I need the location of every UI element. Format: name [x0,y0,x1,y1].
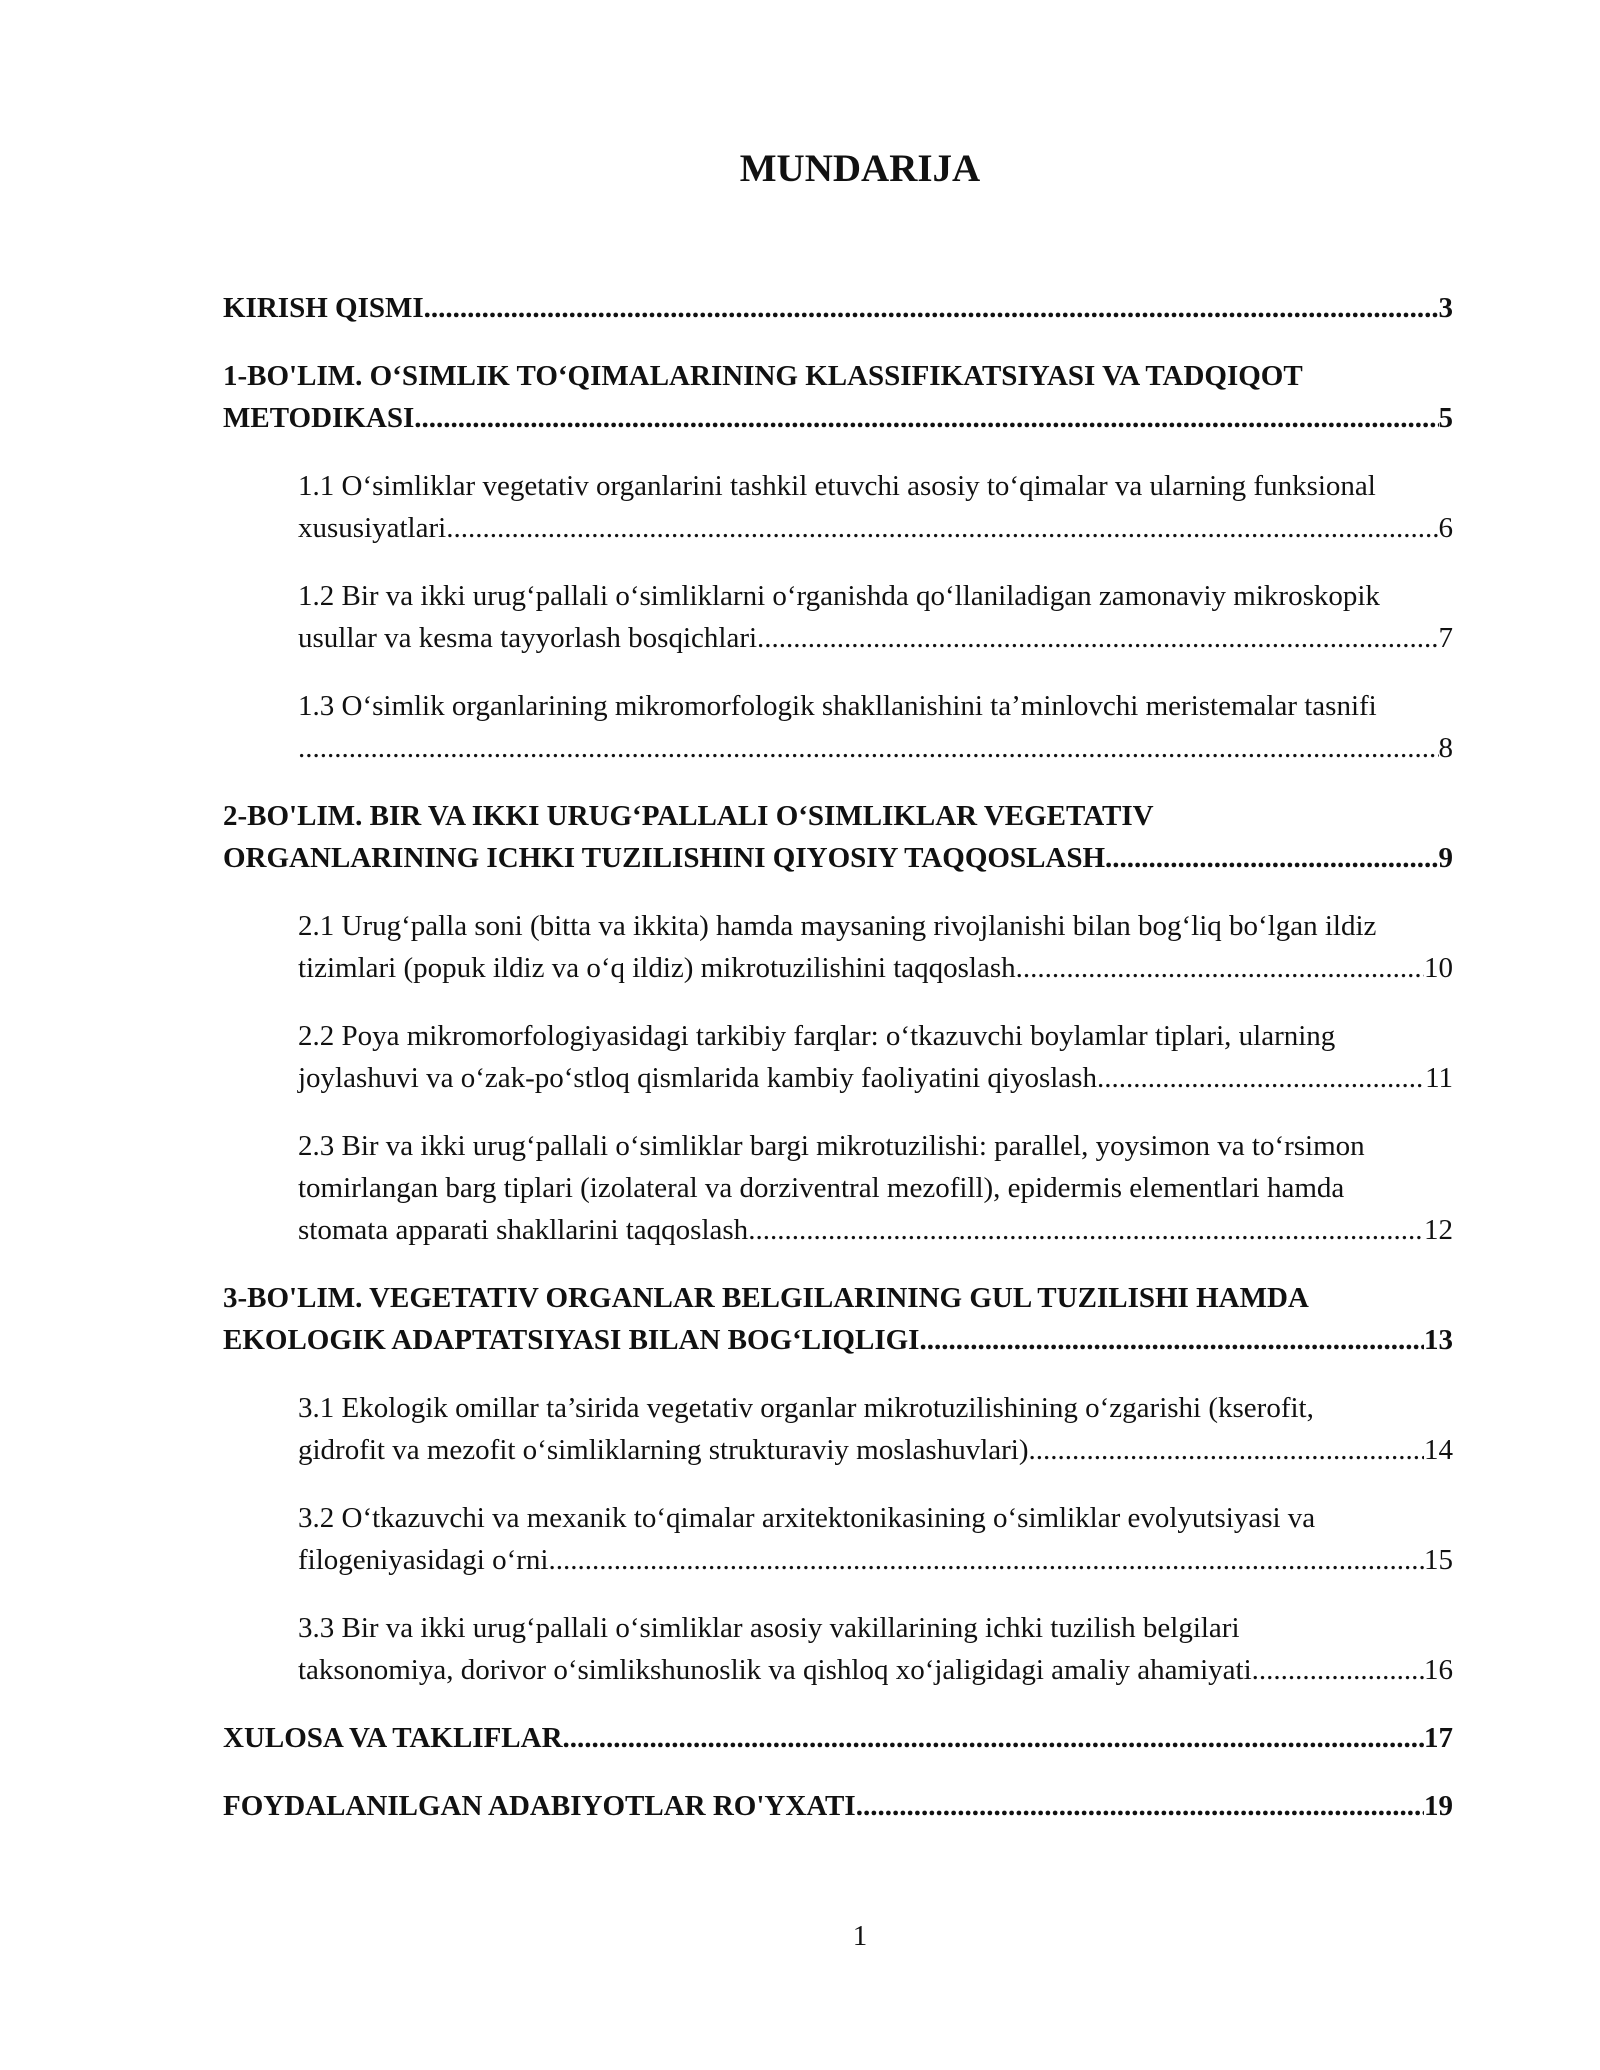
toc-entry-line: 2.3 Bir va ikki urug‘pallali o‘simliklar bargi mikrotuzilishi: parallel, yoysimon va to‘rsimon [298,1130,1365,1162]
toc-section-entry[interactable] [298,1125,1453,1251]
toc-entry-title: filogeniyasidagi o‘rni [298,1544,549,1576]
toc-entry-leader-line [298,1209,1453,1251]
toc-entry-line: tomirlangan barg tiplari (izolateral va dorziventral mezofill), epidermis elementlari hamda [298,1172,1345,1204]
toc-entry-leader-line [298,1649,1453,1691]
toc-chapter-entry[interactable] [223,1785,1453,1827]
dot-leader [1252,1649,1424,1691]
toc-page-number: 8 [1438,732,1453,764]
toc-entry-leader-line [298,947,1453,989]
dot-leader [563,1717,1424,1759]
toc-entry-line: 2.2 Poya mikromorfologiyasidagi tarkibiy farqlar: o‘tkazuvchi boylamlar tiplari, ularning [298,1020,1336,1052]
toc-entry-line: 1-BO'LIM. O‘SIMLIK TO‘QIMALARINING KLASSIFIKATSIYASI VA TADQIQOT [223,360,1303,392]
dot-leader [298,727,1439,769]
toc-entry-title: EKOLOGIK ADAPTATSIYASI BILAN BOG‘LIQLIGI [223,1324,920,1356]
toc-page-number: 7 [1438,622,1453,654]
toc-entry-title: stomata apparati shakllarini taqqoslash [298,1214,749,1246]
dot-leader [1105,837,1438,879]
dot-leader [446,507,1438,549]
dot-leader [1097,1057,1425,1099]
toc-page-number: 15 [1424,1544,1453,1576]
toc-entry-leader-line [223,287,1453,329]
toc-entry-line: 3-BO'LIM. VEGETATIV ORGANLAR BELGILARINING GUL TUZILISHI HAMDA [223,1282,1309,1314]
toc-entry-leader-line [298,1539,1453,1581]
dot-leader [414,397,1438,439]
toc-entry-line: 1.2 Bir va ikki urug‘pallali o‘simliklarni o‘rganishda qo‘llaniladigan zamonaviy mikroskopik [298,580,1380,612]
toc-page-number: 11 [1425,1062,1453,1094]
toc-section-entry[interactable] [298,575,1453,659]
toc-entry-leader-line [223,397,1453,439]
toc-page-number: 16 [1424,1654,1453,1686]
toc-entry-title: ORGANLARINING ICHKI TUZILISHINI QIYOSIY TAQQOSLASH [223,842,1106,874]
toc-page-number: 9 [1438,842,1453,874]
toc-chapter-entry[interactable] [223,795,1453,879]
toc-page-number: 17 [1424,1722,1453,1754]
toc-page-number: 14 [1424,1434,1453,1466]
toc-entry-leader-line [298,1429,1453,1471]
toc-entry-title: joylashuvi va o‘zak-po‘stloq qismlarida kambiy faoliyatini qiyoslash [298,1062,1097,1094]
toc-entry-line: 2-BO'LIM. BIR VA IKKI URUG‘PALLALI O‘SIMLIKLAR VEGETATIV [223,800,1154,832]
toc-page-number: 3 [1438,292,1453,324]
toc-section-entry[interactable] [298,1387,1453,1471]
dot-leader [424,287,1439,329]
page-title: MUNDARIJA [739,147,981,190]
toc-section-entry[interactable] [298,1607,1453,1691]
toc-chapter-entry[interactable] [223,355,1453,439]
toc-chapter-entry[interactable] [223,1717,1453,1759]
toc-entry-line: 1.3 O‘simlik organlarining mikromorfologik shakllanishini ta’minlovchi meristemalar tasnifi [298,690,1377,722]
toc-entry-title: XULOSA VA TAKLIFLAR [223,1722,563,1754]
toc-page-number: 19 [1424,1790,1453,1822]
table-of-contents [223,287,1453,1827]
toc-entry-leader-line [223,1717,1453,1759]
toc-entry-leader-line [298,727,1453,769]
toc-section-entry[interactable] [298,685,1453,769]
toc-entry-line: 2.1 Urug‘palla soni (bitta va ikkita) hamda maysaning rivojlanishi bilan bog‘liq bo‘lgan ildiz [298,910,1377,942]
dot-leader [919,1319,1424,1361]
toc-page-number: 6 [1438,512,1453,544]
toc-entry-leader-line [298,507,1453,549]
toc-chapter-entry[interactable] [223,1277,1453,1361]
toc-entry-line: 3.1 Ekologik omillar ta’sirida vegetativ organlar mikrotuzilishining o‘zgarishi (kserofit, [298,1392,1314,1424]
toc-section-entry[interactable] [298,905,1453,989]
toc-entry-line: 3.2 O‘tkazuvchi va mexanik to‘qimalar arxitektonikasining o‘simliklar evolyutsiyasi va [298,1502,1316,1534]
dot-leader [757,617,1438,659]
toc-entry-title: KIRISH QISMI [223,292,424,324]
dot-leader [856,1785,1424,1827]
toc-chapter-entry[interactable] [223,287,1453,329]
toc-page-number: 12 [1424,1214,1453,1246]
dot-leader [1016,947,1424,989]
toc-page-number: 5 [1438,402,1453,434]
toc-entry-line: 3.3 Bir va ikki urug‘pallali o‘simliklar asosiy vakillarining ichki tuzilish belgilari [298,1612,1240,1644]
toc-entry-leader-line [223,1319,1453,1361]
toc-section-entry[interactable] [298,1015,1453,1099]
toc-entry-title: taksonomiya, dorivor o‘simlikshunoslik va qishloq xo‘jaligidagi amaliy ahamiyati [298,1654,1252,1686]
toc-section-entry[interactable] [298,465,1453,549]
dot-leader [1029,1429,1425,1471]
toc-page-number: 10 [1424,952,1453,984]
toc-entry-title: xususiyatlari [298,512,447,544]
toc-entry-leader-line [223,837,1453,879]
toc-entry-title: FOYDALANILGAN ADABIYOTLAR RO'YXATI [223,1790,856,1822]
toc-entry-leader-line [298,617,1453,659]
toc-page-number: 13 [1424,1324,1453,1356]
toc-entry-leader-line [298,1057,1453,1099]
toc-entry-title: tizimlari (popuk ildiz va o‘q ildiz) mikrotuzilishini taqqoslash [298,952,1016,984]
toc-entry-title: gidrofit va mezofit o‘simliklarning strukturaviy moslashuvlari) [298,1434,1029,1466]
toc-entry-leader-line [223,1785,1453,1827]
toc-entry-title: METODIKASI [223,402,415,434]
page-number: 1 [852,1920,868,1952]
dot-leader [748,1209,1424,1251]
toc-entry-line: 1.1 O‘simliklar vegetativ organlarini tashkil etuvchi asosiy to‘qimalar va ularning funksional [298,470,1376,502]
toc-section-entry[interactable] [298,1497,1453,1581]
dot-leader [548,1539,1424,1581]
toc-entry-title: usullar va kesma tayyorlash bosqichlari [298,622,758,654]
